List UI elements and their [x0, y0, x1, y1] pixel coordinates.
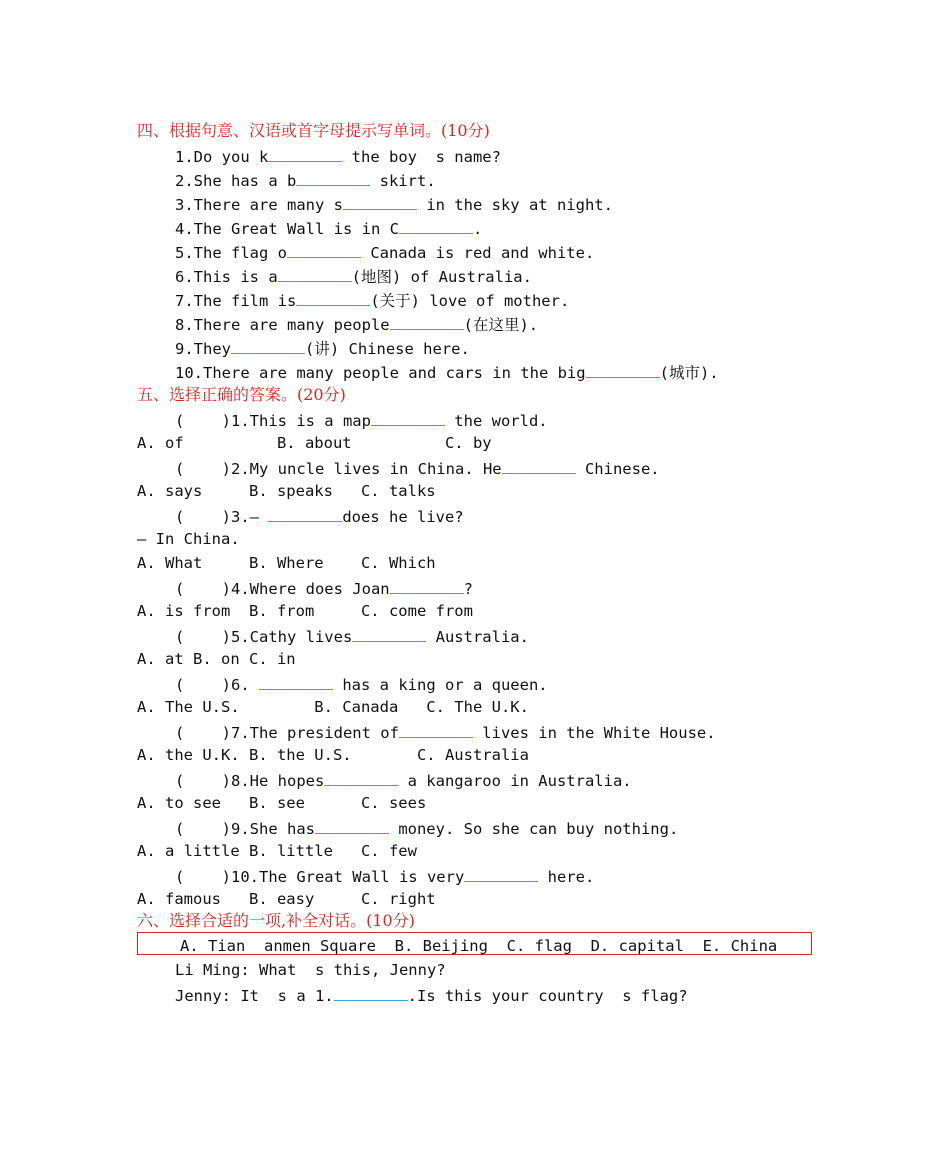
answer-blank[interactable]: [399, 217, 473, 234]
answer-blank[interactable]: [324, 769, 398, 786]
dialogue-line-2: Jenny: It s a 1. .Is this your country s flag?: [175, 984, 688, 1004]
word-bank-text: A. Tian anmen Square B. Beijing C. flag D. capital E. China: [180, 937, 778, 955]
mc-question-1: ( )1.This is a map the world.: [175, 409, 548, 429]
mc-question-9: ( )9.She has money. So she can buy nothing.: [175, 817, 678, 837]
fill-item-4: 4.The Great Wall is in C .: [175, 217, 482, 237]
mc-answer-line-3: — In China.: [137, 530, 240, 548]
answer-blank[interactable]: [296, 289, 370, 306]
mc-options-2: A. says B. speaks C. talks: [137, 482, 436, 500]
mc-question-6: ( )6. has a king or a queen.: [175, 673, 548, 693]
answer-blank[interactable]: [399, 721, 473, 738]
answer-blank[interactable]: [390, 577, 464, 594]
answer-blank[interactable]: [268, 145, 342, 162]
mc-question-10: ( )10.The Great Wall is very here.: [175, 865, 594, 885]
mc-options-1: A. of B. about C. by: [137, 434, 492, 452]
answer-blank[interactable]: [464, 865, 538, 882]
mc-question-4: ( )4.Where does Joan ?: [175, 577, 473, 597]
fill-item-6: 6.This is a (地图) of Australia.: [175, 265, 532, 285]
fill-item-10: 10.There are many people and cars in the big (城市).: [175, 361, 719, 381]
answer-blank[interactable]: [371, 409, 445, 426]
mc-options-6: A. The U.S. B. Canada C. The U.K.: [137, 698, 529, 716]
mc-options-10: A. famous B. easy C. right: [137, 890, 436, 908]
fill-item-5: 5.The flag o Canada is red and white.: [175, 241, 594, 261]
mc-question-7: ( )7.The president of lives in the White House.: [175, 721, 716, 741]
mc-question-5: ( )5.Cathy lives Australia.: [175, 625, 529, 645]
mc-question-8: ( )8.He hopes a kangaroo in Australia.: [175, 769, 632, 789]
answer-blank[interactable]: [296, 169, 370, 186]
fill-item-3: 3.There are many s in the sky at night.: [175, 193, 613, 213]
answer-blank[interactable]: [343, 193, 417, 210]
answer-blank[interactable]: [268, 505, 342, 522]
section4-heading: 四、根据句意、汉语或首字母提示写单词。(10分): [137, 121, 490, 140]
section6-heading: 六、选择合适的一项,补全对话。(10分): [137, 911, 415, 930]
answer-blank[interactable]: [586, 361, 660, 378]
mc-options-9: A. a little B. little C. few: [137, 842, 417, 860]
mc-options-8: A. to see B. see C. sees: [137, 794, 427, 812]
fill-item-7: 7.The film is (关于) love of mother.: [175, 289, 569, 309]
answer-blank[interactable]: [259, 673, 333, 690]
fill-item-1: 1.Do you k the boy s name?: [175, 145, 501, 165]
mc-question-3: ( )3.— does he live?: [175, 505, 464, 525]
answer-blank[interactable]: [390, 313, 464, 330]
mc-options-7: A. the U.K. B. the U.S. C. Australia: [137, 746, 529, 764]
answer-blank[interactable]: [315, 817, 389, 834]
answer-blank[interactable]: [352, 625, 426, 642]
fill-item-9: 9.They (讲) Chinese here.: [175, 337, 470, 357]
fill-item-2: 2.She has a b skirt.: [175, 169, 436, 189]
section5-heading: 五、选择正确的答案。(20分): [137, 385, 346, 404]
mc-options-5: A. at B. on C. in: [137, 650, 296, 668]
mc-options-4: A. is from B. from C. come from: [137, 602, 473, 620]
answer-blank[interactable]: [278, 265, 352, 282]
mc-question-2: ( )2.My uncle lives in China. He Chinese.: [175, 457, 660, 477]
answer-blank[interactable]: [502, 457, 576, 474]
mc-options-3: A. What B. Where C. Which: [137, 554, 436, 572]
answer-blank[interactable]: [334, 984, 408, 1001]
answer-blank[interactable]: [231, 337, 305, 354]
answer-blank[interactable]: [287, 241, 361, 258]
dialogue-line-1: Li Ming: What s this, Jenny?: [175, 961, 446, 979]
fill-item-8: 8.There are many people (在这里).: [175, 313, 538, 333]
